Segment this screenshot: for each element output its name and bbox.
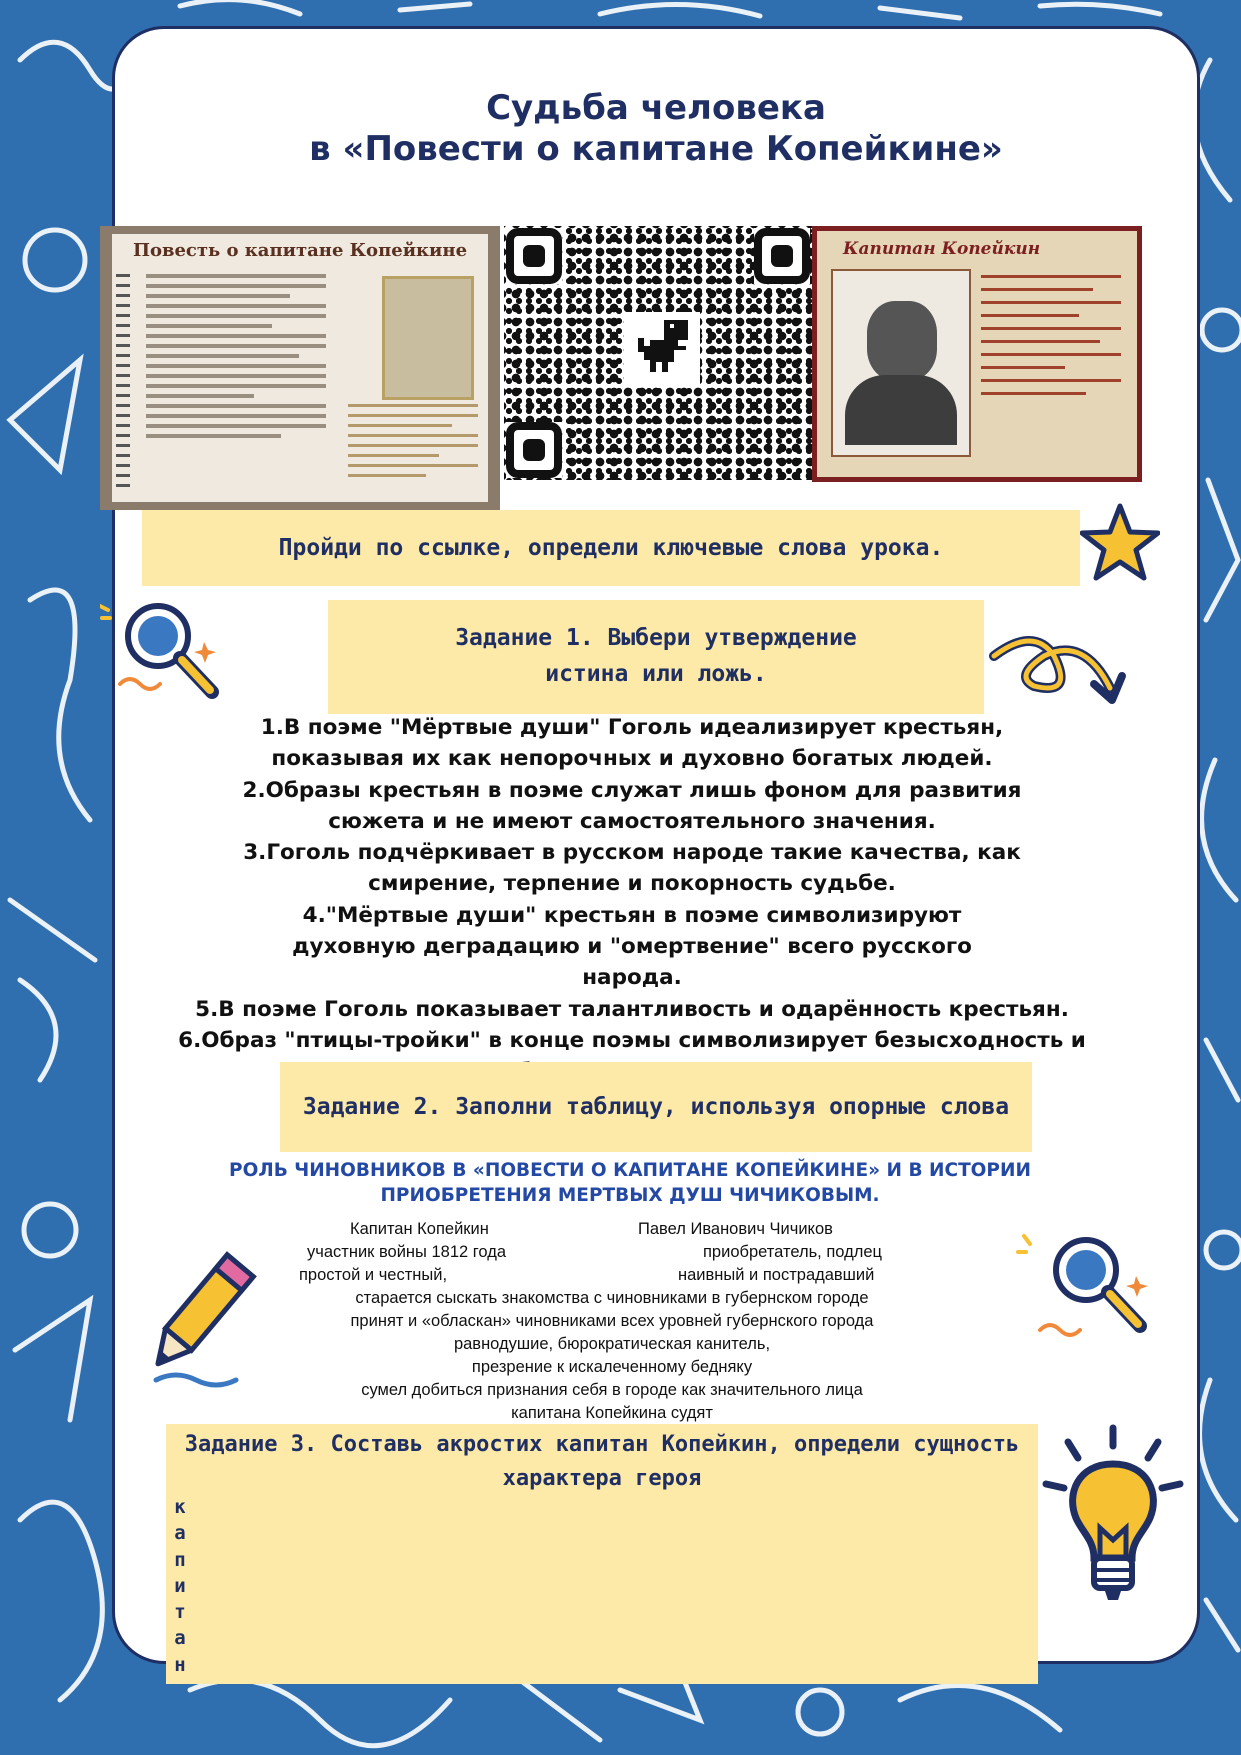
statement-item: 5.В поэме Гоголь показывает талантливость и одарённость крестьян. (195, 996, 1069, 1022)
star-icon (1080, 502, 1160, 582)
task1-statements (112, 712, 1152, 1088)
col2-header: Павел Иванович Чичиков (638, 1220, 833, 1238)
instruction-panel: Пройди по ссылке, определи ключевые слова урока. (142, 510, 1080, 586)
magnifier-icon (100, 600, 230, 710)
task3-panel[interactable] (166, 1424, 1038, 1684)
task2-heading: Задание 2. Заполни таблицу, используя опорные слова (280, 1062, 1032, 1152)
acrostic-letter: и (174, 1574, 186, 1597)
kopeikin-portrait (831, 269, 971, 457)
page-title (112, 88, 1200, 170)
acrostic-letter: а (174, 1522, 186, 1545)
row1-left: участник войны 1812 года (307, 1243, 507, 1261)
title-line-1: Судьба человека (486, 88, 826, 128)
slide3-text-lines (981, 275, 1121, 405)
task3-heading-line-1: Задание 3. Составь акростих капитан Копейкин, определи сущность (184, 1432, 1020, 1457)
dinosaur-icon (624, 312, 700, 384)
statement-item: 2.Образы крестьян в поэме служат лишь фоном для развития сюжета и не имеют самостоятельного значения. (242, 777, 1022, 834)
qr-finder (506, 228, 562, 284)
curved-arrow-icon (984, 626, 1134, 726)
row2-left: простой и честный, (299, 1266, 448, 1284)
row2-right: наивный и пострадавший (678, 1266, 875, 1284)
slide-image-kopeikin (812, 226, 1142, 482)
statement-item: 4."Мёртвые души" крестьян в поэме символизируют духовную деградацию и "омертвение" всего русского народа. (292, 902, 972, 991)
acrostic-letters (170, 1494, 190, 1678)
slide-image-story (100, 226, 500, 510)
statement-item: 6.Образ "птицы-тройки" в конце поэмы символизирует безысходность и (178, 1027, 1086, 1053)
statement-item: 1.В поэме "Мёртвые души" Гоголь идеализирует крестьян, показывая их как непорочных и духовно богатых людей. (260, 715, 1004, 772)
notebook-rings (116, 274, 130, 494)
row1-right: приобретатель, подлец (703, 1243, 882, 1261)
word-item: принят и «обласкан» чиновниками всех уровней губернского города (350, 1312, 874, 1330)
word-item: презрение к искалеченному бедняку (471, 1358, 753, 1376)
acrostic-letter: п (174, 1548, 186, 1571)
title-line-2: в «Повести о капитане Копейкине» (309, 129, 1003, 169)
slide1-title: Повесть о капитане Копейкине (132, 240, 468, 261)
word-item: сумел добиться признания себя в городе как значительного лица (361, 1381, 863, 1399)
task3-heading-line-2: характера героя (502, 1466, 702, 1491)
qr-finder (506, 422, 562, 478)
task2-subheading (130, 1158, 1130, 1208)
acrostic-letter: т (174, 1601, 186, 1624)
slide3-title: Капитан Копейкин (843, 239, 1041, 259)
acrostic-letter: а (174, 1627, 186, 1650)
word-item: старается сыскать знакомства с чиновниками в губернском городе (355, 1289, 869, 1307)
qr-finder (754, 228, 810, 284)
col1-header: Капитан Копейкин (350, 1220, 489, 1238)
slide1-photo (382, 276, 474, 400)
task1-heading (328, 600, 984, 714)
slide1-text-lines (146, 274, 326, 444)
statement-item: 3.Гоголь подчёркивает в русском народе такие качества, как смирение, терпение и покорность судьбе. (243, 840, 1021, 897)
pencil-icon (126, 1250, 266, 1390)
word-item: равнодушие, бюрократическая канитель, (453, 1335, 771, 1353)
lightbulb-icon (1038, 1424, 1188, 1614)
magnifier-icon (1016, 1232, 1166, 1352)
slide1-caption-lines (348, 404, 478, 484)
acrostic-letter: н (174, 1653, 186, 1676)
qr-code-icon[interactable] (504, 226, 812, 480)
acrostic-letter: к (174, 1496, 186, 1518)
task1-heading-line-1: Задание 1. Выбери утверждение (455, 625, 857, 651)
task1-heading-line-2: истина или ложь. (545, 661, 767, 687)
task2-subheading-line-1: РОЛЬ ЧИНОВНИКОВ В «ПОВЕСТИ О КАПИТАНЕ КОПЕЙКИНЕ» И В ИСТОРИИ (229, 1160, 1031, 1181)
word-item: капитана Копейкина судят (511, 1404, 713, 1422)
task2-subheading-line-2: ПРИОБРЕТЕНИЯ МЕРТВЫХ ДУШ ЧИЧИКОВЫМ. (380, 1185, 880, 1206)
